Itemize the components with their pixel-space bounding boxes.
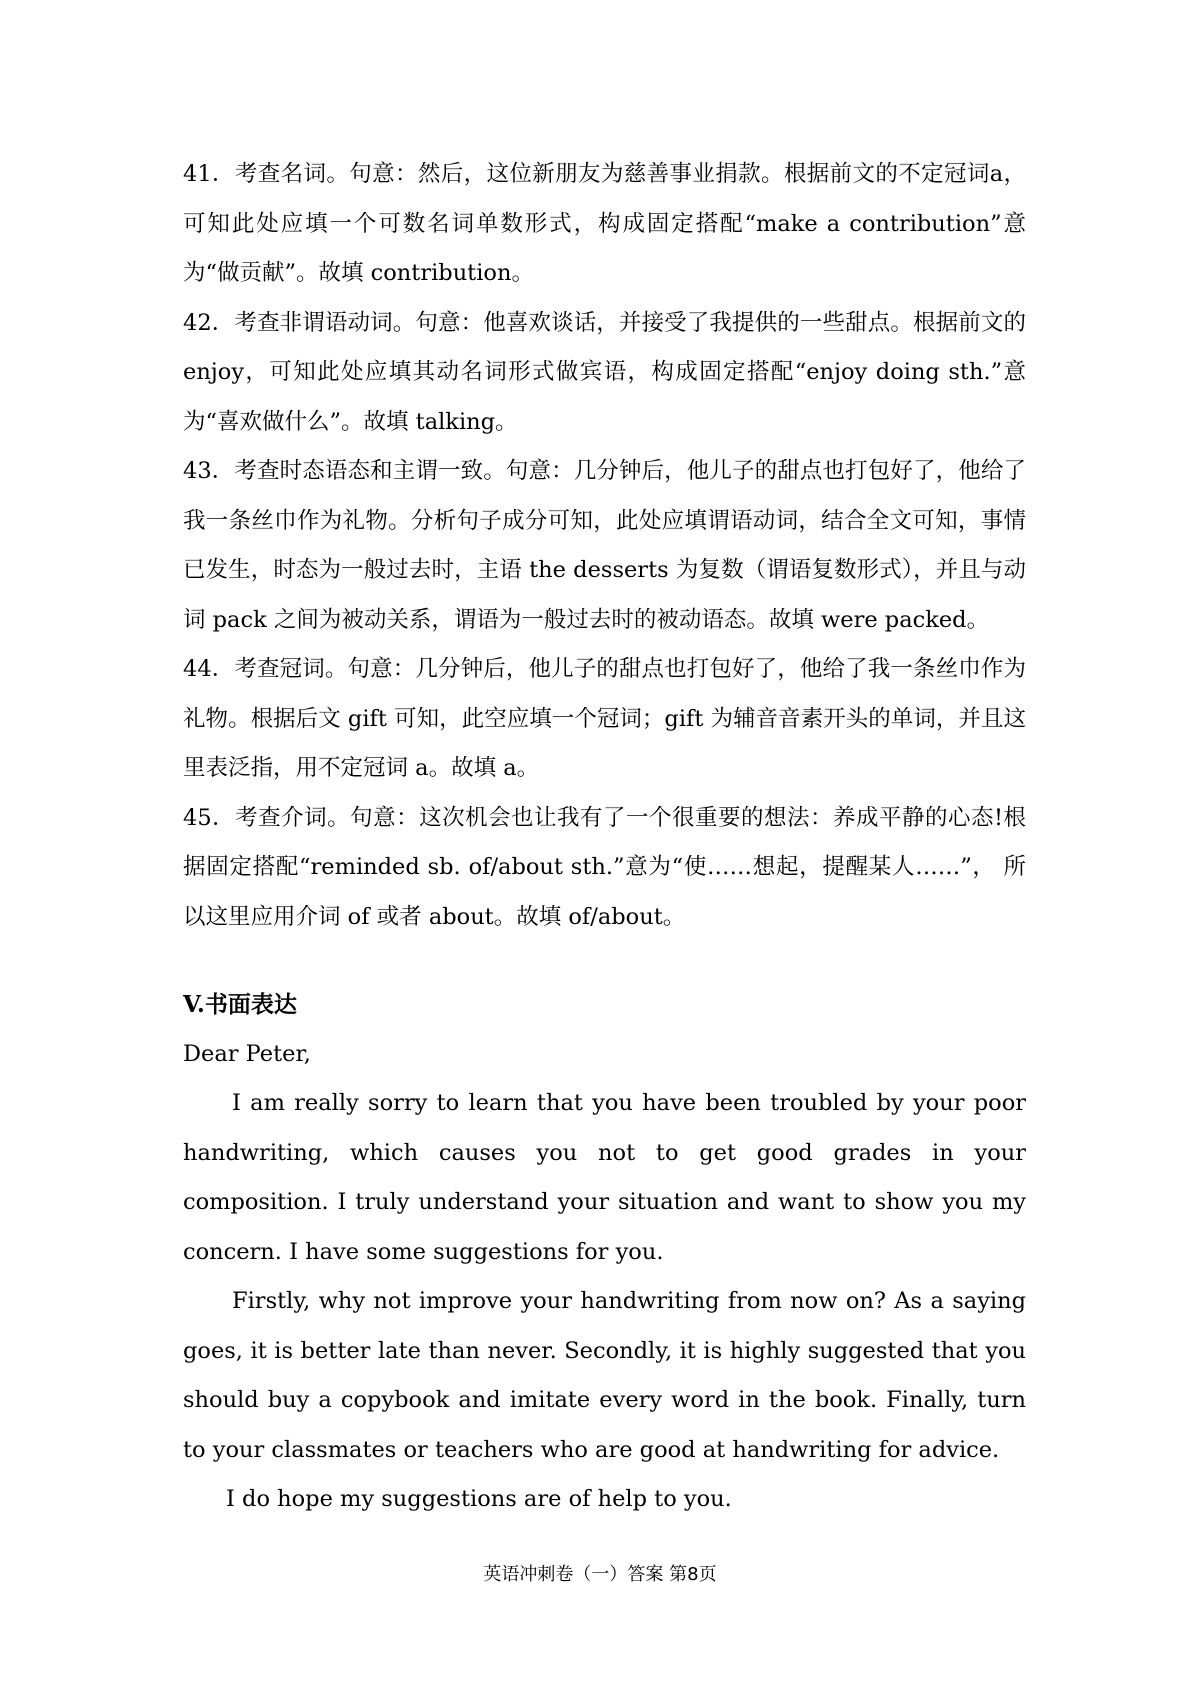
answer-45-text: 45．考查介词。句意：这次机会也让我有了一个很重要的想法：养成平静的心态!根据固定搭配“reminded sb. of/about sth.”意为“使……想起，提醒某人……”， 所以这里应用介词 of 或者 about。故填 of/about。: [183, 804, 1026, 930]
page-content: [183, 150, 1026, 1525]
answer-43: [183, 447, 1026, 645]
letter-paragraph-2: Firstly, why not improve your handwriting from now on? As a saying goes, it is better late than never. Secondly, it is highly suggested that you should buy a copybook and imitate every word in the book. Finally, turn to your classmates or teachers who are good at handwriting for advice.: [183, 1288, 1026, 1463]
answer-45: [183, 794, 1026, 943]
page-footer: 英语冲刺卷（一）答案 第8页: [483, 1564, 717, 1585]
letter-salutation: Dear Peter,: [183, 1040, 311, 1067]
answer-41-text: 41．考查名词。句意：然后，这位新朋友为慈善事业捐款。根据前文的不定冠词a，可知此处应填一个可数名词单数形式，构成固定搭配“make a contribution”意为“做贡献”。故填 contribution。: [183, 161, 1026, 286]
section-heading-writing: V.书面表达: [183, 991, 297, 1018]
letter-paragraph-1: I am really sorry to learn that you have been troubled by your poor handwriting, which causes you not to get good grades in your composition. I truly understand your situation and want to show you my concern. I have some suggestions for you.: [183, 1090, 1026, 1265]
sample-letter: [183, 1030, 1026, 1525]
answer-42: [183, 299, 1026, 448]
answer-43-text: 43．考查时态语态和主谓一致。句意：几分钟后，他儿子的甜点也打包好了，他给了我一条丝巾作为礼物。分析句子成分可知，此处应填谓语动词，结合全文可知，事情已发生，时态为一般过去时，主语 the desserts 为复数（谓语复数形式），并且与动词 pack 之间为被动关系，谓语为一般过去时的被动语态。故填 were packed。: [183, 458, 1026, 633]
answer-44: [183, 645, 1026, 794]
answer-44-text: 44．考查冠词。句意：几分钟后，他儿子的甜点也打包好了，他给了我一条丝巾作为礼物。根据后文 gift 可知，此空应填一个冠词；gift 为辅音音素开头的单词，并且这里表泛指，用不定冠词 a。故填 a。: [183, 656, 1026, 781]
answer-42-text: 42．考查非谓语动词。句意：他喜欢谈话，并接受了我提供的一些甜点。根据前文的 enjoy，可知此处应填其动名词形式做宾语，构成固定搭配“enjoy doing sth.”意为“喜欢做什么”。故填 talking。: [183, 309, 1026, 435]
letter-paragraph-3: I do hope my suggestions are of help to you.: [226, 1486, 732, 1512]
answer-41: [183, 150, 1026, 299]
